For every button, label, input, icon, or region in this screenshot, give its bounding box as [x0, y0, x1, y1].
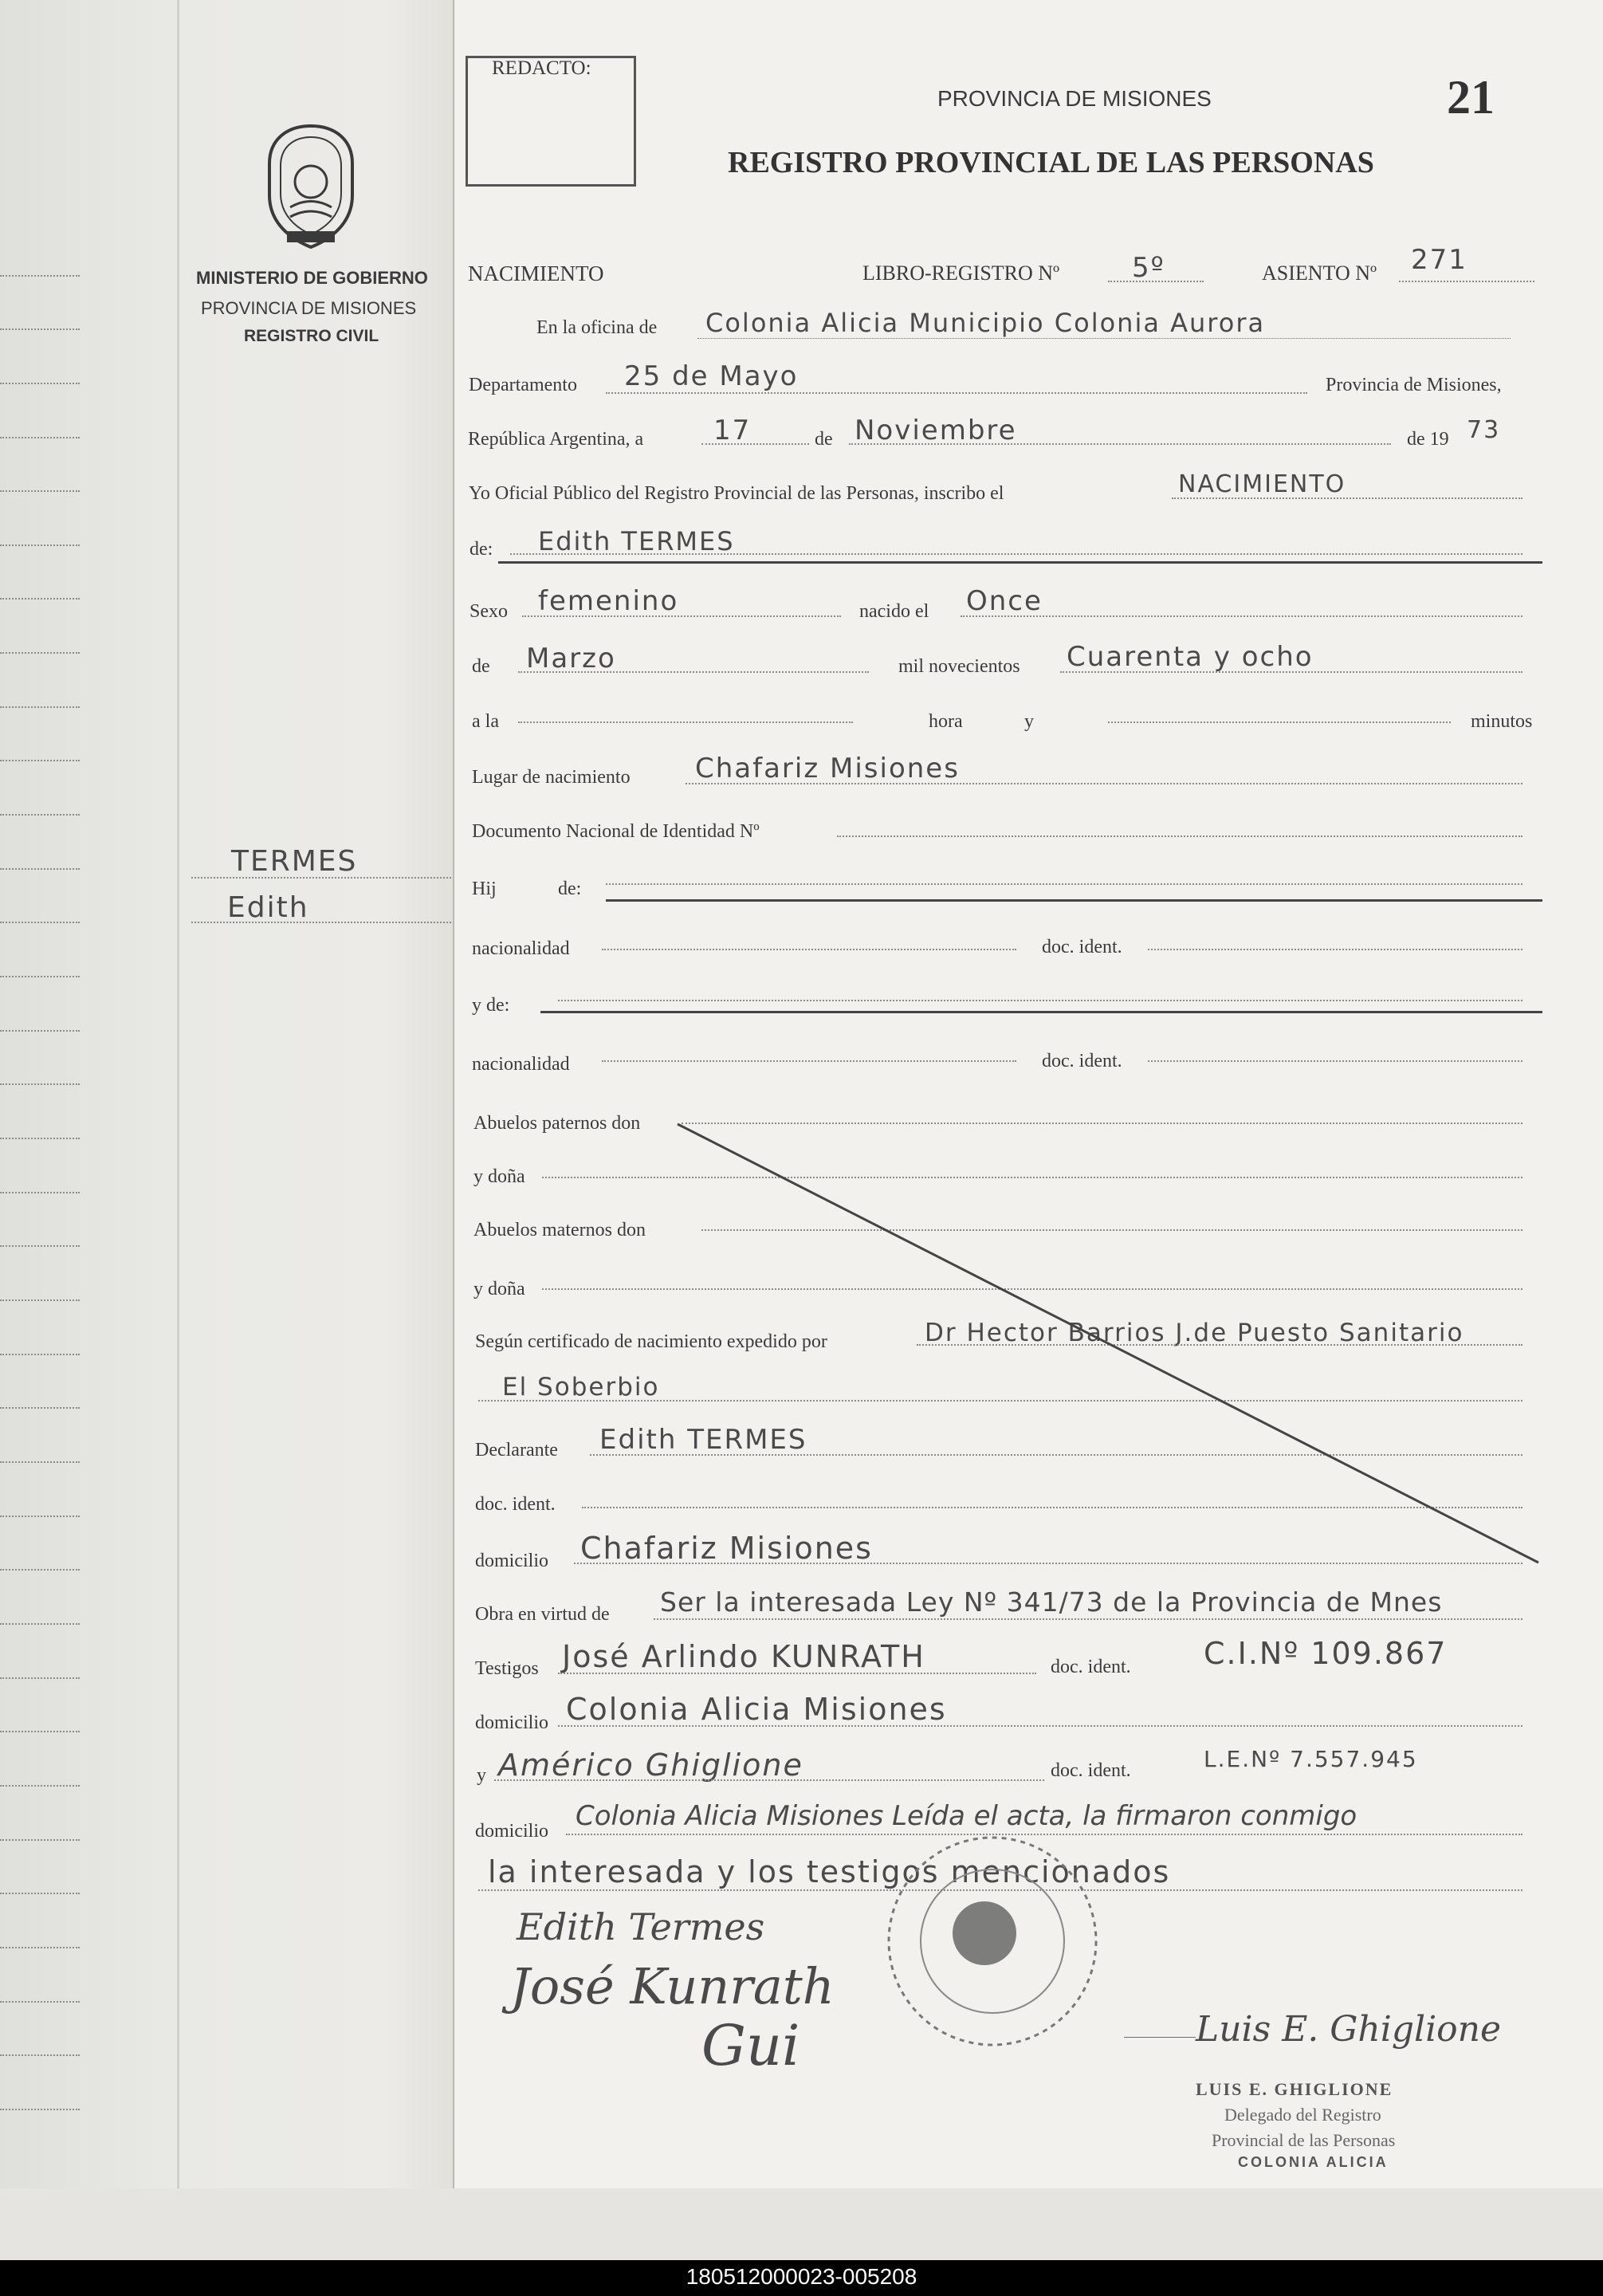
ydona-label-1: y doña — [473, 1166, 525, 1187]
registry-title: REGISTRO PROVINCIAL DE LAS PERSONAS — [728, 146, 1374, 179]
dia-value: 17 — [713, 415, 752, 446]
hora-label: hora — [929, 711, 963, 732]
lugar-label: Lugar de nacimiento — [472, 767, 631, 788]
signature-line — [1124, 2037, 1196, 2038]
domicilio-line-2 — [558, 1725, 1522, 1727]
mes-value: Noviembre — [855, 415, 1017, 446]
mil-label: mil novecientos — [898, 656, 1020, 677]
parent-rule-2 — [540, 1011, 1542, 1013]
ministry-line3: REGISTRO CIVIL — [244, 327, 379, 345]
y-label: y — [1024, 711, 1034, 732]
testigo1-value: José Arlindo KUNRATH — [562, 1639, 925, 1674]
cierre-value: la interesada y los testigos mencionados — [488, 1854, 1171, 1889]
yo-oficial-label: Yo Oficial Público del Registro Provincial de las Personas, inscribo el — [469, 483, 1004, 504]
de-label-2: de — [472, 656, 490, 677]
departamento-label: Departamento — [469, 375, 577, 395]
libro-label: LIBRO-REGISTRO Nº — [862, 261, 1060, 285]
nacido-label: nacido el — [859, 601, 929, 622]
nacimiento-label: NACIMIENTO — [468, 261, 604, 285]
mes-nacimiento-value: Marzo — [526, 643, 616, 674]
margin-given-name: Edith — [227, 891, 309, 924]
yde-line — [558, 1000, 1522, 1001]
libro-value: 5º — [1132, 252, 1165, 284]
segun-value: Dr Hector Barrios J.de Puesto Sanitario — [925, 1319, 1464, 1347]
signature-1: Edith Termes — [517, 1905, 765, 1948]
docident-label-1: doc. ident. — [1042, 937, 1122, 957]
segun-label: Según certificado de nacimiento expedido por — [475, 1331, 827, 1352]
page-fold — [177, 0, 179, 2296]
mes-nacimiento-line — [518, 671, 869, 673]
declarante-label: Declarante — [475, 1440, 558, 1461]
sexo-value: femenino — [538, 585, 679, 617]
segun-value-2: El Soberbio — [502, 1373, 660, 1402]
stamp-line2: Delegado del Registro — [1224, 2105, 1381, 2125]
ala-label: a la — [472, 711, 499, 732]
obra-value: Ser la interesada Ley Nº 341/73 de la Provincia de Mnes — [660, 1586, 1443, 1618]
ministry-line2: PROVINCIA DE MISIONES — [201, 298, 417, 318]
stamp-line4: COLONIA ALICIA — [1238, 2154, 1389, 2170]
testigos-label: Testigos — [475, 1658, 539, 1679]
docident-label-4: doc. ident. — [1051, 1657, 1131, 1677]
nacionalidad-line-2 — [602, 1060, 1016, 1062]
redacto-label: REDACTO: — [492, 57, 591, 79]
oficina-label: En la oficina de — [536, 317, 658, 338]
docident-line-1 — [1148, 949, 1522, 950]
yde-label: y de: — [472, 995, 510, 1016]
nacido-line — [961, 615, 1522, 617]
nacionalidad-line-1 — [602, 949, 1016, 950]
signature-2: José Kunrath — [510, 1957, 835, 2015]
stamp-name: LUIS E. GHIGLIONE — [1196, 2079, 1393, 2099]
ydona-label-2: y doña — [473, 1279, 525, 1299]
docident-label-5: doc. ident. — [1051, 1760, 1131, 1781]
inscribo-line — [1172, 497, 1522, 499]
domicilio-value-3: Colonia Alicia Misiones Leída el acta, la firmaron conmigo — [576, 1800, 1357, 1832]
abuelos-paternos-label: Abuelos paternos don — [473, 1113, 641, 1134]
ministry-line1: MINISTERIO DE GOBIERNO — [196, 268, 428, 288]
margin-surname: TERMES — [231, 845, 358, 878]
cancel-diagonal-line — [670, 1116, 1546, 1578]
signature-3: Gui — [701, 2013, 800, 2078]
mil-value: Cuarenta y ocho — [1067, 641, 1314, 673]
testigo1-line — [558, 1673, 1036, 1674]
left-index-page — [0, 0, 454, 2296]
oficina-value: Colonia Alicia Municipio Colonia Aurora — [705, 308, 1266, 338]
mil-line — [1060, 671, 1522, 673]
asiento-line — [1399, 281, 1534, 282]
parent-rule-1 — [606, 899, 1542, 902]
de-label-1: de — [815, 429, 833, 450]
mes-line — [849, 443, 1391, 445]
docident-line-2 — [1148, 1060, 1522, 1062]
minutos-label: minutos — [1471, 711, 1533, 732]
domicilio-label-2: domicilio — [475, 1712, 548, 1733]
y-label-2: y — [477, 1765, 486, 1786]
domicilio-label-1: domicilio — [475, 1551, 548, 1571]
de-anio-label: de 19 — [1407, 429, 1449, 450]
ala-line — [518, 721, 853, 723]
obra-label: Obra en virtud de — [475, 1604, 610, 1625]
provincia-label: Provincia de Misiones, — [1326, 375, 1502, 395]
page-number: 21 — [1447, 71, 1495, 124]
dia-line — [701, 443, 809, 445]
inscribo-value: NACIMIENTO — [1178, 470, 1346, 498]
section-rule — [498, 561, 1542, 564]
testigo2-line — [494, 1779, 1044, 1781]
margin-line — [191, 877, 454, 879]
image-caption: 180512000023-005208 — [686, 2264, 917, 2289]
misiones-emblem-icon — [255, 120, 367, 255]
hij-de-label: de: — [558, 879, 582, 899]
libro-line — [1108, 281, 1204, 282]
margin-line — [191, 922, 454, 923]
oficina-line — [697, 338, 1511, 339]
departamento-value: 25 de Mayo — [624, 360, 799, 392]
testigo1-doc: C.I.Nº 109.867 — [1204, 1636, 1448, 1671]
abuelos-maternos-label: Abuelos maternos don — [473, 1220, 646, 1240]
docident-label-3: doc. ident. — [475, 1494, 556, 1515]
domicilio-value-2: Colonia Alicia Misiones — [566, 1692, 947, 1727]
nacionalidad-label-1: nacionalidad — [472, 938, 570, 959]
province-title: PROVINCIA DE MISIONES — [937, 86, 1212, 111]
hij-line — [606, 883, 1522, 885]
testigo2-value: Américo Ghiglione — [498, 1748, 803, 1783]
declarante-value: Edith TERMES — [599, 1424, 807, 1456]
republica-label: República Argentina, a — [468, 429, 644, 450]
anio-value: 73 — [1467, 416, 1501, 444]
sexo-label: Sexo — [470, 601, 508, 622]
obra-line — [654, 1618, 1522, 1620]
lugar-line — [686, 783, 1522, 784]
round-seal-icon — [881, 1830, 1104, 2053]
de-value: Edith TERMES — [538, 526, 735, 556]
bottom-background — [0, 2188, 1603, 2260]
hij-label: Hij — [472, 879, 497, 899]
departamento-line — [606, 392, 1307, 394]
sexo-line — [522, 615, 841, 617]
docident-label-2: doc. ident. — [1042, 1051, 1122, 1071]
domicilio-value-1: Chafariz Misiones — [580, 1531, 873, 1566]
dni-label: Documento Nacional de Identidad Nº — [472, 821, 760, 842]
nacionalidad-label-2: nacionalidad — [472, 1054, 570, 1075]
asiento-label: ASIENTO Nº — [1262, 261, 1377, 285]
signature-4: Luis E. Ghiglione — [1196, 2009, 1502, 2050]
de-label: de: — [470, 539, 493, 560]
de-line — [510, 553, 1522, 555]
nacido-value: Once — [966, 585, 1043, 617]
asiento-value: 271 — [1411, 244, 1467, 276]
lugar-value: Chafariz Misiones — [695, 753, 960, 784]
stamp-line3: Provincial de las Personas — [1212, 2130, 1396, 2150]
testigo2-doc: L.E.Nº 7.557.945 — [1204, 1746, 1418, 1772]
minutos-line — [1108, 721, 1451, 723]
domicilio-label-3: domicilio — [475, 1821, 548, 1842]
dni-line — [837, 835, 1522, 837]
